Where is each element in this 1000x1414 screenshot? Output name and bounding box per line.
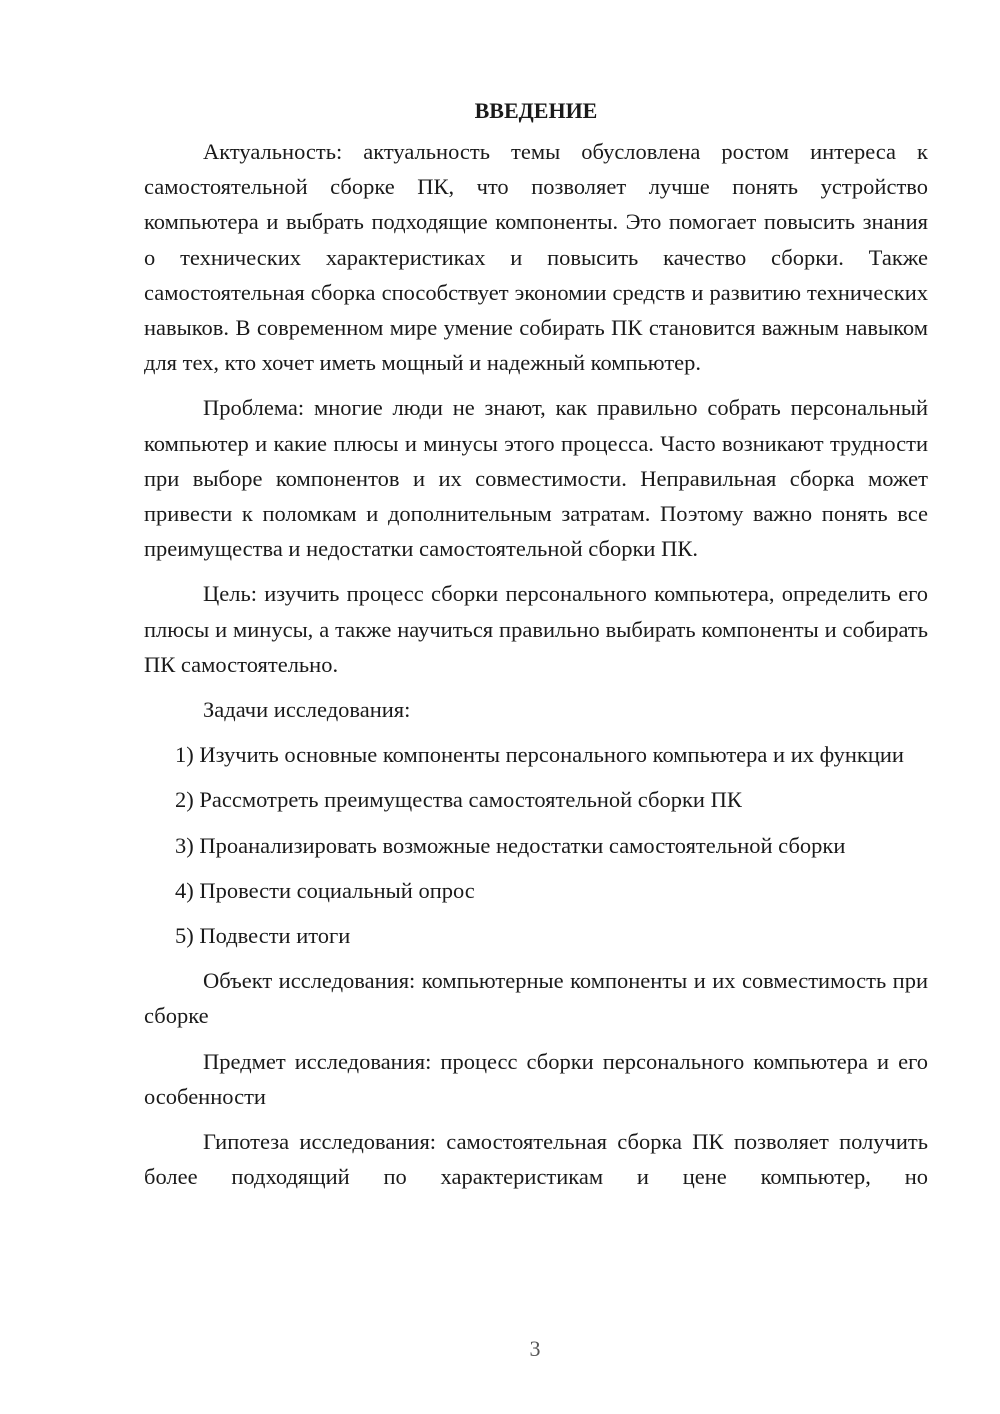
task-item: 1) Изучить основные компоненты персонального компьютера и их функции [175,742,904,768]
section-heading: ВВЕДЕНИЕ [474,98,598,123]
page-number: 3 [529,1336,541,1361]
relevance-paragraph: Актуальность: актуальность темы обусловлена ростом интереса к самостоятельной сборке ПК, что позволяет лучше понять устройство компьютера и выбрать подходящие компоненты. Это помогает повысить знания о технических характеристиках и повысить качество сборки. Также самостоятельная сборка способствует экономии средств и развитию технических навыков. В современном мире умение собирать ПК становится важным навыком для тех, кто хочет иметь мощный и надежный компьютер. [144,139,928,376]
problem-paragraph: Проблема: многие люди не знают, как правильно собрать персональный компьютер и какие плюсы и минусы этого процесса. Часто возникают трудности при выборе компонентов и их совместимости. Неправильная сборка может привести к поломкам и дополнительным затратам. Поэтому важно понять все преимущества и недостатки самостоятельной сборки ПК. [144,395,928,562]
page-content [144,93,928,1194]
object-paragraph: Объект исследования: компьютерные компоненты и их совместимость при сборке [144,968,928,1029]
goal-paragraph: Цель: изучить процесс сборки персонального компьютера, определить его плюсы и минусы, а также научиться правильно выбирать компоненты и собирать ПК самостоятельно. [144,581,928,677]
subject-paragraph: Предмет исследования: процесс сборки персонального компьютера и его особенности [144,1048,928,1109]
task-item: 2) Рассмотреть преимущества самостоятельной сборки ПК [175,787,742,813]
task-item: 4) Провести социальный опрос [175,877,475,903]
task-item: 3) Проанализировать возможные недостатки самостоятельной сборки [175,832,846,858]
hypothesis-paragraph: Гипотеза исследования: самостоятельная сборка ПК позволяет получить более подходящий по характеристикам и цене компьютер, но [144,1129,928,1190]
tasks-title: Задачи исследования: [203,697,411,723]
task-item: 5) Подвести итоги [175,923,351,949]
